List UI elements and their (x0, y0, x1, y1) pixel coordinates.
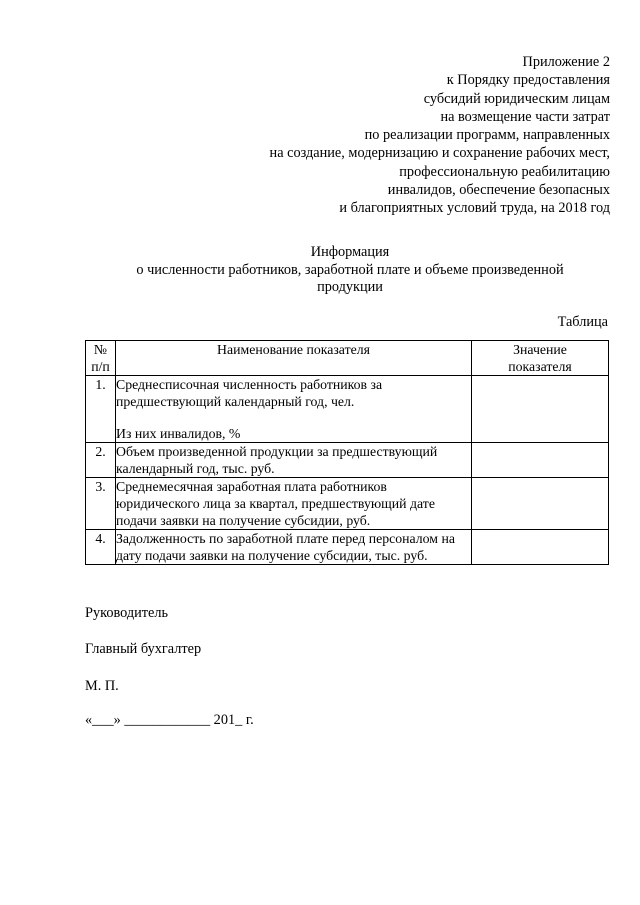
indicator-sub: Из них инвалидов, % (116, 426, 241, 441)
info-table (85, 340, 609, 565)
header-num (86, 341, 116, 376)
table-row (86, 376, 609, 443)
indicator-name: Среднемесячная заработная плата работников юридического лица за квартал, предшествующий дате подачи заявки на получение субсидии, руб. (116, 478, 472, 530)
stamp-label: М. П. (85, 678, 119, 694)
value-cell[interactable] (472, 376, 609, 443)
title-line-2: о численности работников, заработной плате и объеме произведенной (136, 261, 564, 278)
header-line: и благоприятных условий труда, на 2018 год (339, 200, 610, 217)
header-line: субсидий юридическим лицам (423, 90, 610, 107)
date-line: «___» ____________ 201_ г. (85, 712, 254, 728)
header-num-line2: п/п (91, 359, 110, 374)
header-line: инвалидов, обеспечение безопасных (387, 182, 610, 199)
row-number: 2. (86, 443, 116, 478)
table-row (86, 530, 609, 565)
accountant-label: Главный бухгалтер (85, 641, 202, 657)
value-cell[interactable] (472, 530, 609, 565)
value-cell[interactable] (472, 478, 609, 530)
director-label: Руководитель (85, 605, 169, 621)
header-num-line1: № (93, 342, 108, 357)
indicator-name: Среднесписочная численность работников за предшествующий календарный год, чел. (116, 377, 383, 409)
indicator-name: Объем произведенной продукции за предшествующий календарный год, тыс. руб. (116, 443, 472, 478)
header-line: к Порядку предоставления (446, 72, 610, 89)
header-line: Приложение 2 (522, 54, 610, 70)
header-line: по реализации программ, направленных (364, 127, 610, 144)
header-name: Наименование показателя (116, 341, 472, 376)
appendix-header (270, 53, 610, 218)
indicator-name: Задолженность по заработной плате перед персоналом на дату подачи заявки на получение субсидии, тыс. руб. (116, 530, 472, 565)
table-row (86, 478, 609, 530)
indicator-cell (116, 376, 472, 443)
header-line: на возмещение части затрат (440, 108, 610, 125)
table-row (86, 443, 609, 478)
header-value-line1: Значение (513, 342, 567, 357)
title-line-1: Информация (310, 244, 390, 260)
header-value-line2: показателя (508, 359, 572, 374)
header-line: профессиональную реабилитацию (399, 163, 610, 180)
table-caption: Таблица (557, 314, 608, 330)
title-line-3: продукции (317, 279, 383, 295)
value-cell[interactable] (472, 443, 609, 478)
header-line: на создание, модернизацию и сохранение рабочих мест, (269, 145, 610, 162)
row-number: 1. (86, 376, 116, 443)
document-title (90, 244, 610, 297)
row-number: 4. (86, 530, 116, 565)
table-header-row (86, 341, 609, 376)
header-value (472, 341, 609, 376)
row-number: 3. (86, 478, 116, 530)
